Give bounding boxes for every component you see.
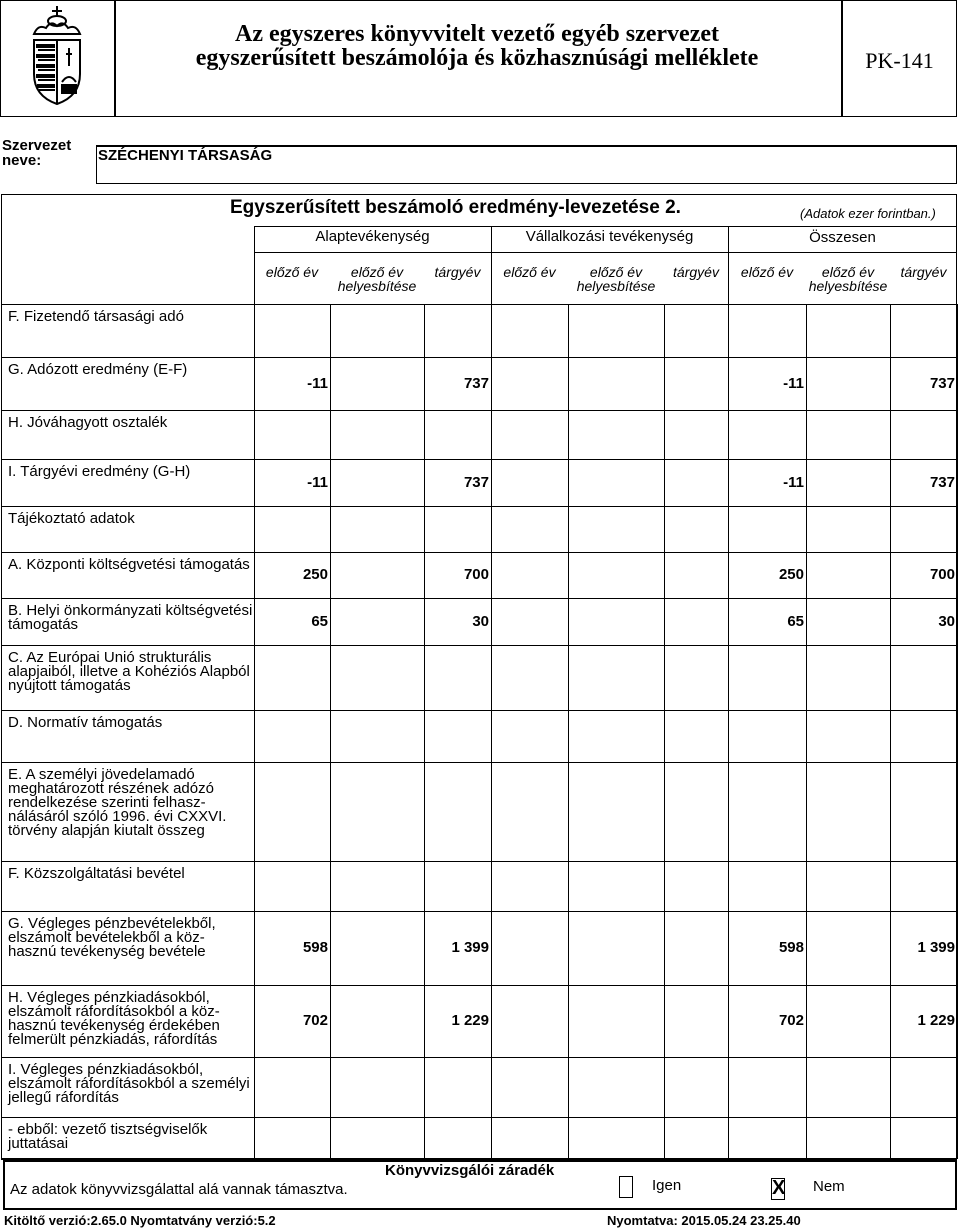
value-cell[interactable] — [491, 939, 566, 957]
form-title-line2: egyszerűsített beszámolója és közhasznúsági melléklete — [195, 45, 759, 71]
value-cell[interactable]: 737 — [463, 474, 489, 491]
group-header-total: Összesen — [809, 229, 876, 246]
row-label: H. Jóváhagyott osztalék — [8, 414, 168, 431]
row-rule — [1, 861, 957, 862]
audit-title: Könyvvizsgálói záradék — [385, 1162, 555, 1179]
value-cell[interactable] — [254, 669, 328, 687]
value-cell[interactable] — [424, 322, 489, 340]
row-label: - ebből: vezető tisztségviselők juttatásai — [8, 1121, 208, 1152]
subcolumn-header: előző év — [740, 264, 794, 280]
value-cell[interactable] — [890, 1078, 955, 1096]
value-cell[interactable] — [424, 877, 489, 895]
row-rule — [1, 710, 957, 711]
subcolumn-header: előző év — [503, 264, 556, 280]
row-label: G. Végleges pénzbevételekből, elszámolt bevételekből a köz-hasznú tevékenység bevétele — [8, 915, 216, 960]
row-rule — [1, 762, 957, 763]
value-cell[interactable] — [568, 727, 662, 745]
row-label: F. Fizetendő társasági adó — [8, 308, 184, 325]
value-cell[interactable] — [254, 877, 328, 895]
row-rule — [1, 357, 957, 358]
row-rule — [1, 985, 957, 986]
row-rule — [1, 459, 957, 460]
value-cell[interactable] — [330, 803, 422, 821]
subcolumn-header: előző év helyesbítése — [337, 264, 417, 294]
subcolumn-header: előző év helyesbítése — [576, 264, 656, 294]
value-cell[interactable] — [664, 1078, 726, 1096]
value-cell[interactable] — [424, 1078, 489, 1096]
value-cell[interactable] — [330, 474, 422, 492]
value-cell[interactable] — [491, 877, 566, 895]
value-cell[interactable] — [254, 1129, 328, 1147]
value-cell[interactable] — [491, 727, 566, 745]
value-cell[interactable] — [806, 1078, 888, 1096]
value-cell[interactable]: 737 — [929, 375, 955, 392]
value-cell[interactable] — [491, 1078, 566, 1096]
value-cell[interactable] — [491, 322, 566, 340]
hungarian-coat-of-arms-icon — [26, 4, 88, 108]
value-cell[interactable] — [568, 877, 662, 895]
value-cell[interactable]: -11 — [307, 474, 328, 491]
row-label: F. Közszolgáltatási bevétel — [8, 865, 185, 882]
value-cell[interactable] — [664, 474, 726, 492]
organization-label: Szervezet neve: — [2, 137, 72, 169]
row-label: B. Helyi önkormányzati költségvetési támogatás — [8, 602, 253, 633]
value-cell[interactable]: -11 — [307, 375, 328, 392]
row-rule — [1, 410, 957, 411]
value-cell[interactable] — [330, 1129, 422, 1147]
value-cell[interactable] — [806, 877, 888, 895]
value-cell[interactable]: 65 — [311, 613, 328, 630]
header-rule — [254, 252, 957, 253]
value-cell[interactable] — [568, 375, 662, 393]
value-cell[interactable] — [890, 322, 955, 340]
subcolumn-header: tárgyév — [673, 264, 719, 280]
value-cell[interactable] — [491, 375, 566, 393]
value-cell[interactable] — [254, 1078, 328, 1096]
value-cell[interactable] — [806, 566, 888, 584]
audit-no-label: Nem — [813, 1178, 845, 1195]
value-cell[interactable]: -11 — [783, 375, 804, 392]
value-cell[interactable] — [568, 322, 662, 340]
value-cell[interactable] — [806, 322, 888, 340]
value-cell[interactable] — [806, 727, 888, 745]
value-cell[interactable] — [330, 1012, 422, 1030]
value-cell[interactable] — [330, 426, 422, 444]
value-cell[interactable]: 702 — [778, 1012, 804, 1029]
form-title-line1: Az egyszeres könyvvitelt vezető egyéb szervezet — [234, 21, 719, 47]
value-cell[interactable] — [254, 727, 328, 745]
subcolumn-header: tárgyév — [434, 264, 481, 280]
value-cell[interactable] — [491, 1129, 566, 1147]
row-rule — [1, 1117, 957, 1118]
value-cell[interactable] — [568, 566, 662, 584]
value-cell[interactable]: 598 — [778, 939, 804, 956]
value-cell[interactable] — [568, 1078, 662, 1096]
value-cell[interactable]: 737 — [463, 375, 489, 392]
row-label: D. Normatív támogatás — [8, 714, 163, 731]
value-cell[interactable] — [806, 613, 888, 631]
value-cell[interactable] — [664, 322, 726, 340]
value-cell[interactable] — [806, 426, 888, 444]
value-cell[interactable]: 30 — [938, 613, 955, 630]
value-cell[interactable]: 1 229 — [451, 1012, 489, 1029]
header-divider — [254, 226, 255, 304]
value-cell[interactable] — [254, 803, 328, 821]
value-cell[interactable] — [491, 613, 566, 631]
value-cell[interactable] — [728, 1078, 804, 1096]
form-title — [115, 22, 839, 70]
row-rule — [1, 552, 957, 553]
column-divider — [957, 304, 958, 1159]
row-label: G. Adózott eredmény (E-F) — [8, 361, 188, 378]
value-cell[interactable] — [728, 727, 804, 745]
value-cell[interactable] — [664, 727, 726, 745]
value-cell[interactable] — [890, 669, 955, 687]
value-cell[interactable] — [330, 566, 422, 584]
row-rule — [1, 1057, 957, 1058]
value-cell[interactable]: 737 — [929, 474, 955, 491]
row-rule — [1, 598, 957, 599]
value-cell[interactable] — [664, 375, 726, 393]
value-cell[interactable] — [568, 669, 662, 687]
value-cell[interactable] — [330, 375, 422, 393]
row-label: A. Központi költségvetési támogatás — [8, 556, 250, 573]
value-cell[interactable]: 598 — [302, 939, 328, 956]
value-cell[interactable] — [330, 613, 422, 631]
audit-statement: Az adatok könyvvizsgálattal alá vannak támasztva. — [10, 1181, 348, 1198]
value-cell[interactable] — [568, 1012, 662, 1030]
software-version: Kitöltő verzió:2.65.0 Nyomtatvány verzió:5.2 — [4, 1213, 276, 1228]
value-cell[interactable] — [330, 877, 422, 895]
value-cell[interactable] — [254, 426, 328, 444]
value-cell[interactable] — [491, 426, 566, 444]
audit-yes-label: Igen — [652, 1177, 682, 1194]
value-cell[interactable] — [806, 939, 888, 957]
organization-name-value: SZÉCHENYI TÁRSASÁG — [98, 147, 273, 164]
row-rule — [1, 911, 957, 912]
value-cell[interactable] — [424, 426, 489, 444]
row-rule — [1, 506, 957, 507]
value-cell[interactable] — [330, 1078, 422, 1096]
value-cell[interactable]: 30 — [472, 613, 489, 630]
value-cell[interactable]: 1 399 — [917, 939, 955, 956]
header-rule — [254, 226, 957, 227]
value-cell[interactable] — [806, 474, 888, 492]
value-cell[interactable] — [890, 1129, 955, 1147]
table-title: Egyszerűsített beszámoló eredmény-levezetése 2. — [230, 197, 681, 218]
value-cell[interactable]: 250 — [302, 566, 328, 583]
value-cell[interactable] — [664, 803, 726, 821]
value-cell[interactable] — [568, 426, 662, 444]
value-cell[interactable] — [664, 426, 726, 444]
row-label: Tájékoztató adatok — [8, 510, 135, 527]
subcolumn-header: előző év helyesbítése — [808, 264, 888, 294]
row-rule — [1, 645, 957, 646]
value-cell[interactable] — [664, 613, 726, 631]
value-cell[interactable] — [424, 727, 489, 745]
value-cell[interactable]: 700 — [929, 566, 955, 583]
table-unit-note: (Adatok ezer forintban.) — [800, 206, 936, 221]
row-label: I. Végleges pénzkiadásokból, elszámolt ráfordításokból a személyi jellegű ráfordítás — [8, 1061, 250, 1106]
value-cell[interactable] — [568, 613, 662, 631]
value-cell[interactable] — [664, 566, 726, 584]
value-cell[interactable] — [728, 877, 804, 895]
value-cell[interactable] — [664, 669, 726, 687]
value-cell[interactable]: 1 399 — [451, 939, 489, 956]
row-label: C. Az Európai Unió strukturális alapjaiból, illetve a Kohéziós Alapból nyújtott támogatás — [8, 649, 250, 694]
row-rule — [1, 304, 957, 305]
group-header-basic: Alaptevékenység — [315, 228, 430, 245]
value-cell[interactable] — [806, 1012, 888, 1030]
value-cell[interactable] — [424, 669, 489, 687]
header-divider — [728, 226, 729, 304]
header-divider — [491, 226, 492, 304]
value-cell[interactable]: 250 — [778, 566, 804, 583]
value-cell[interactable] — [491, 1012, 566, 1030]
value-cell[interactable] — [806, 803, 888, 821]
value-cell[interactable] — [806, 1129, 888, 1147]
value-cell[interactable] — [568, 939, 662, 957]
value-cell[interactable] — [568, 1129, 662, 1147]
value-cell[interactable] — [568, 803, 662, 821]
value-cell[interactable] — [491, 803, 566, 821]
value-cell[interactable] — [491, 669, 566, 687]
audit-yes-checkbox[interactable] — [619, 1176, 633, 1198]
value-cell[interactable] — [330, 669, 422, 687]
value-cell[interactable] — [806, 669, 888, 687]
value-cell[interactable] — [491, 474, 566, 492]
value-cell[interactable] — [728, 669, 804, 687]
value-cell[interactable]: 1 229 — [917, 1012, 955, 1029]
value-cell[interactable]: 700 — [463, 566, 489, 583]
subcolumn-header: tárgyév — [900, 264, 947, 280]
value-cell[interactable] — [330, 727, 422, 745]
value-cell[interactable] — [728, 1129, 804, 1147]
row-label: H. Végleges pénzkiadásokból, elszámolt ráfordításokból a köz-hasznú tevékenység érdekében felmerült pénzkiadás, ráfordítás — [8, 989, 220, 1048]
value-cell[interactable] — [664, 939, 726, 957]
value-cell[interactable] — [254, 322, 328, 340]
value-cell[interactable] — [890, 877, 955, 895]
value-cell[interactable] — [664, 1012, 726, 1030]
value-cell[interactable] — [890, 727, 955, 745]
value-cell[interactable] — [664, 877, 726, 895]
value-cell[interactable] — [728, 803, 804, 821]
group-header-business: Vállalkozási tevékenység — [525, 228, 694, 245]
value-cell[interactable] — [491, 566, 566, 584]
value-cell[interactable] — [890, 426, 955, 444]
row-label: I. Tárgyévi eredmény (G-H) — [8, 463, 191, 480]
value-cell[interactable]: -11 — [783, 474, 804, 491]
value-cell[interactable] — [424, 1129, 489, 1147]
value-cell[interactable] — [806, 375, 888, 393]
value-cell[interactable] — [728, 426, 804, 444]
form-code: PK-141 — [865, 48, 934, 73]
value-cell[interactable]: 702 — [302, 1012, 328, 1029]
value-cell[interactable] — [568, 474, 662, 492]
audit-no-checkbox[interactable]: X — [772, 1177, 786, 1199]
print-timestamp: Nyomtatva: 2015.05.24 23.25.40 — [607, 1213, 801, 1228]
value-cell[interactable] — [330, 322, 422, 340]
value-cell[interactable] — [664, 1129, 726, 1147]
value-cell[interactable] — [424, 803, 489, 821]
value-cell[interactable]: 65 — [787, 613, 804, 630]
value-cell[interactable] — [728, 322, 804, 340]
subcolumn-header: előző év — [265, 264, 319, 280]
row-label: E. A személyi jövedelamadó meghatározott részének adózó rendelkezése szerinti felhasz-nálásáról szóló 1996. évi CXXVI. törvény alapján kiutalt összeg — [8, 766, 227, 839]
value-cell[interactable] — [330, 939, 422, 957]
value-cell[interactable] — [890, 803, 955, 821]
